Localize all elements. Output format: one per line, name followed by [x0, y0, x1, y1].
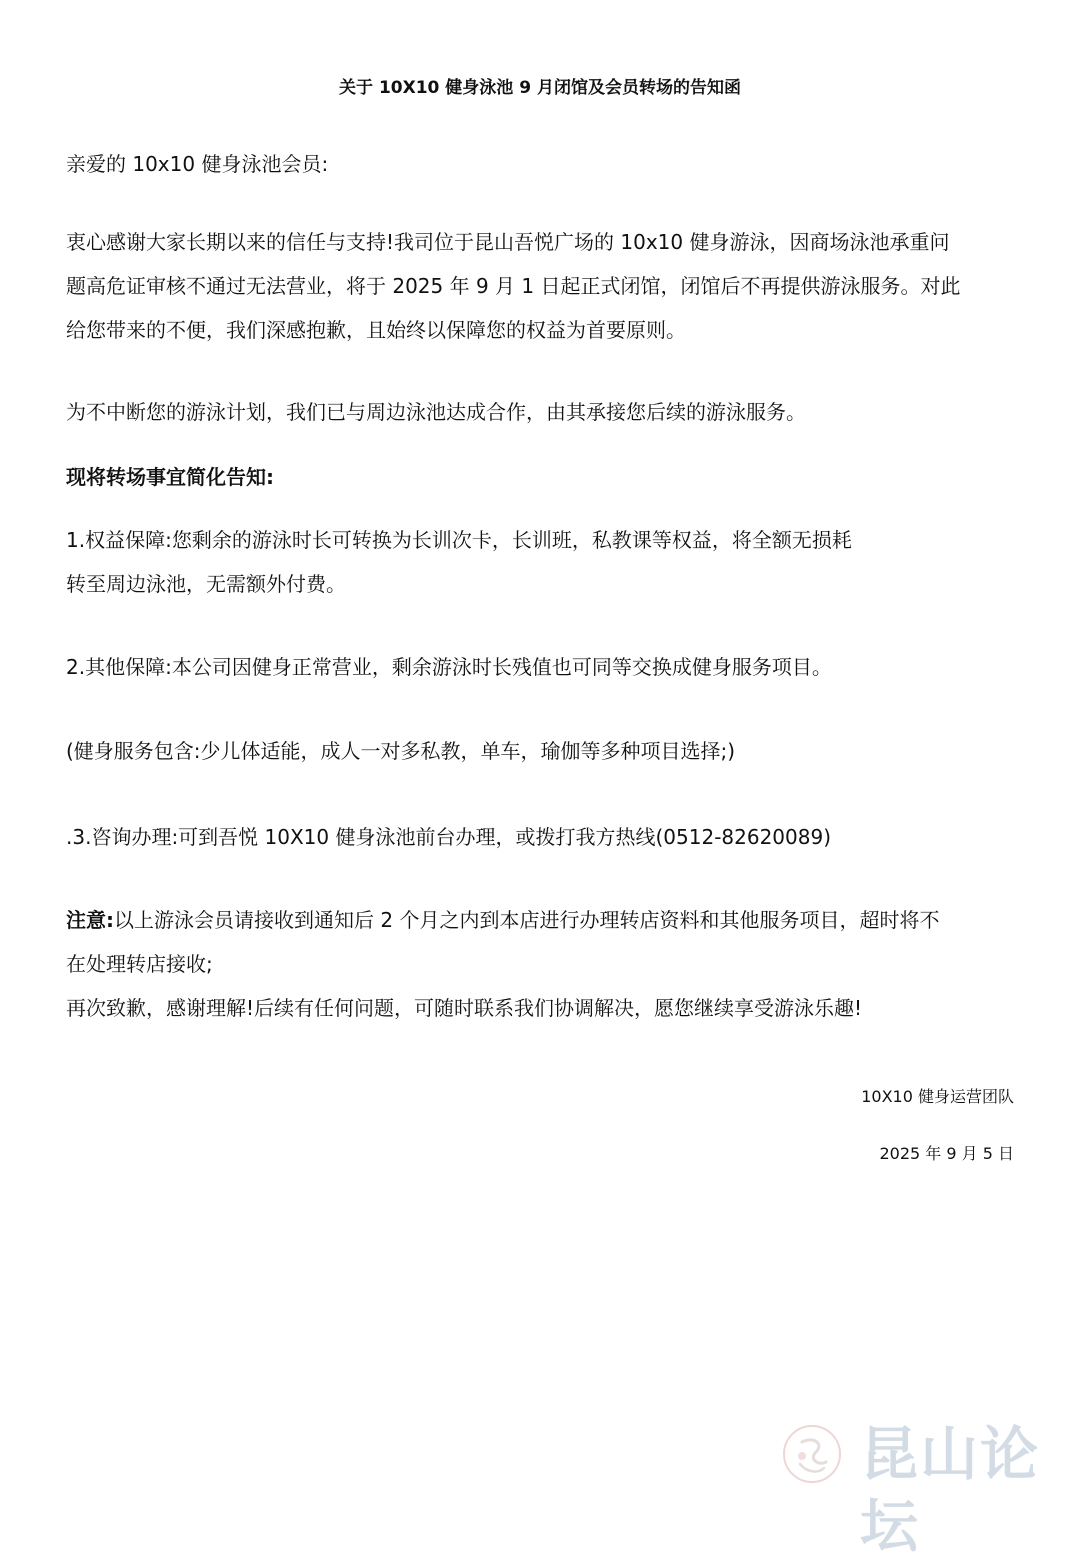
item-consultation: .3.咨询办理:可到吾悦 10X10 健身泳池前台办理，或拨打我方热线(0512-82620089)	[66, 825, 832, 849]
notice-label: 注意:	[66, 908, 114, 932]
paragraph-cooperation: 为不中断您的游泳计划，我们已与周边泳池达成合作，由其承接您后续的游泳服务。	[66, 400, 806, 424]
paragraph-line: 给您带来的不便，我们深感抱歉，且始终以保障您的权益为首要原则。	[66, 318, 686, 342]
item-other-protection: 2.其他保障:本公司因健身正常营业，剩余游泳时长残值也可同等交换成健身服务项目。	[66, 655, 832, 679]
signature-team: 10X10 健身运营团队	[861, 1087, 1014, 1106]
notice-text: 以上游泳会员请接收到通知后 2 个月之内到本店进行办理转店资料和其他服务项目，超时将不	[114, 908, 940, 932]
watermark	[780, 1410, 1080, 1560]
salutation: 亲爱的 10x10 健身泳池会员:	[66, 152, 329, 176]
closing-line: 再次致歉，感谢理解!后续有任何问题，可随时联系我们协调解决，愿您继续享受游泳乐趣!	[66, 996, 863, 1020]
notice-line-1	[66, 898, 1021, 942]
document-title: 关于 10X10 健身泳池 9 月闭馆及会员转场的告知函	[339, 78, 741, 98]
section-heading: 现将转场事宜简化告知:	[66, 465, 274, 489]
paragraph-gratitude	[66, 220, 1021, 352]
item-line: 1.权益保障:您剩余的游泳时长可转换为长训次卡，长训班，私教课等权益，将全额无损耗	[66, 528, 852, 552]
paragraph-line: 题高危证审核不通过无法营业，将于 2025 年 9 月 1 日起正式闭馆，闭馆后不再提供游泳服务。对此	[66, 274, 961, 298]
fitness-services-note: (健身服务包含:少儿体适能，成人一对多私教，单车，瑜伽等多种项目选择;)	[66, 739, 736, 763]
notice-block	[66, 898, 1021, 1030]
watermark-text: 昆山论坛	[860, 1420, 1041, 1560]
item-line: 转至周边泳池，无需额外付费。	[66, 572, 346, 596]
paragraph-line: 衷心感谢大家长期以来的信任与支持!我司位于昆山吾悦广场的 10x10 健身游泳，因商场泳池承重问	[66, 230, 950, 254]
item-rights-protection	[66, 518, 1021, 606]
forum-logo-icon	[780, 1422, 844, 1486]
signature-date: 2025 年 9 月 5 日	[879, 1144, 1014, 1163]
notice-line-2: 在处理转店接收;	[66, 952, 213, 976]
